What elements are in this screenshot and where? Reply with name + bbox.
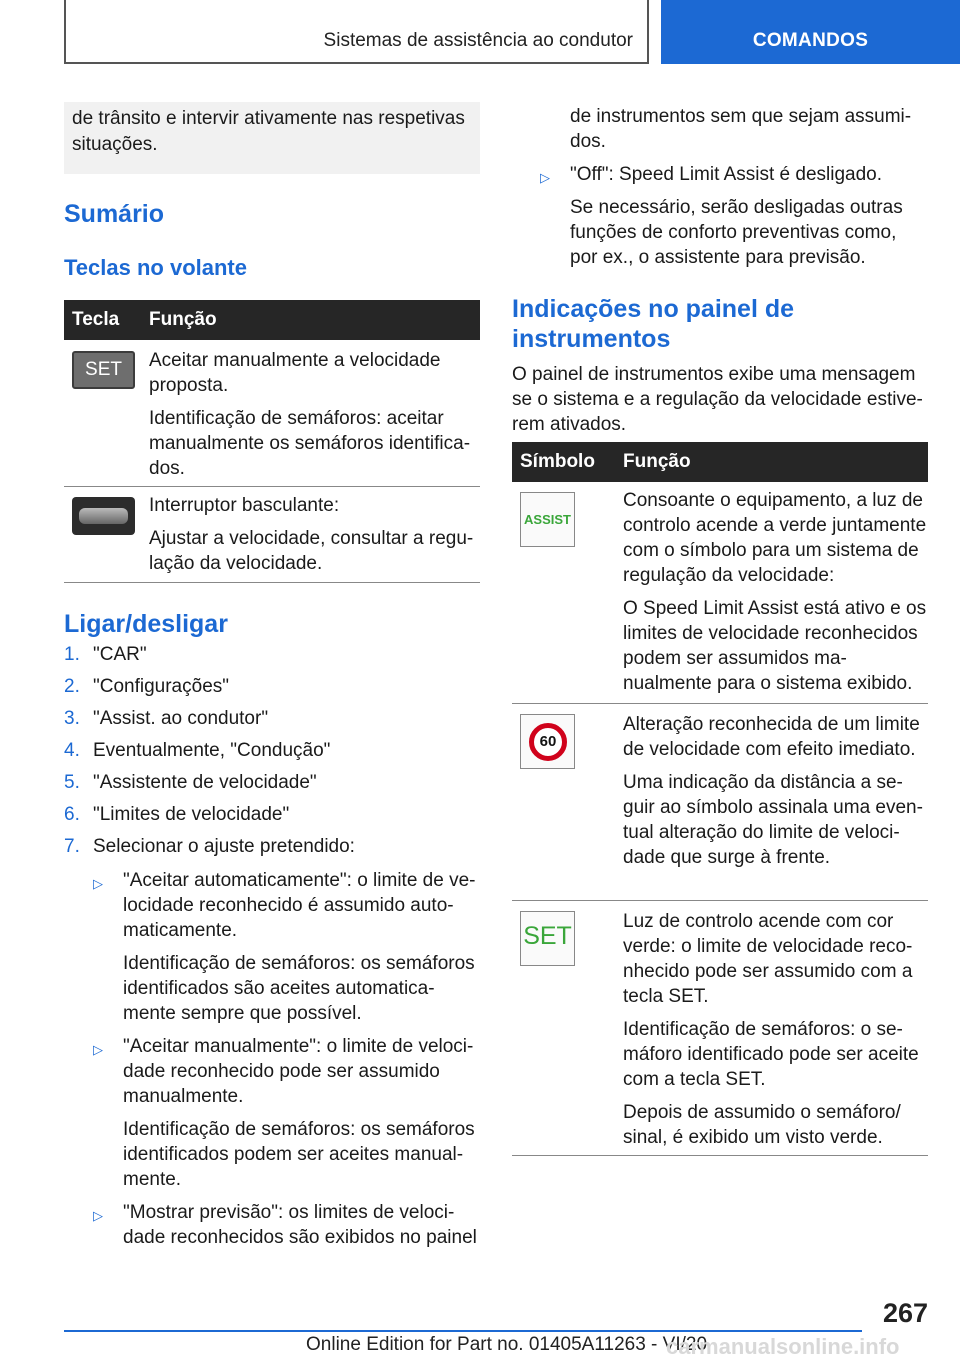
- list-item: 3. "Assist. ao condutor": [64, 708, 269, 729]
- list-item: 7. Selecionar o ajuste pretendido:: [64, 836, 355, 857]
- header-section-box: [64, 0, 649, 64]
- list-item: ▷ "Off": Speed Limit Assist é desligado. Se necessário, serão desligadas outras funções de conforto preventivas como, por ex., o assistente para previsão.: [540, 164, 903, 268]
- list-item: 1. "CAR": [64, 644, 147, 665]
- list-item: ▷ "Aceitar manualmente": o limite de velocidade reconhecido pode ser assumido manualmente. Identificação de semáforos: os semáforos identificados podem ser aceites manualmente.: [93, 1036, 475, 1190]
- cell-text: Interruptor basculante:: [149, 495, 340, 516]
- cell-text: Aceitar manualmente a velocidade proposta.: [149, 350, 441, 396]
- keys-table: [64, 300, 480, 583]
- cell-text: Depois de assumido o semáforo/ sinal, é exibido um visto verde.: [623, 1102, 901, 1148]
- section-title: Sistemas de assistência ao condutor: [323, 30, 633, 51]
- cell-text: Identificação de semáforos: o semáforo identificado pode ser aceite com a tecla SET.: [623, 1019, 919, 1090]
- set-indicator-icon: SET: [520, 911, 575, 966]
- col-header-function: Função: [623, 451, 691, 472]
- cell-text: O Speed Limit Assist está ativo e os limites de velocidade reconhecidos podem ser assumidos manualmente para o sistema exibido.: [623, 598, 927, 694]
- panel-intro: O painel de instrumentos exibe uma mensagem se o sistema e a regulação da velocidade estiverem ativados.: [512, 364, 923, 435]
- arrow-icon: ▷: [93, 1042, 103, 1057]
- footer-divider: [64, 1330, 862, 1332]
- keys-heading: Teclas no volante: [64, 255, 247, 280]
- tab-label: COMANDOS: [752, 30, 869, 51]
- edition-text: Online Edition for Part no. 01405A11263 - VI/20: [306, 1334, 708, 1355]
- list-item: 6. "Limites de velocidade": [64, 804, 290, 825]
- cell-text: Ajustar a velocidade, consultar a regulação da velocidade.: [149, 528, 474, 574]
- cell-text: Consoante o equipamento, a luz de controlo acende a verde juntamente com o símbolo para um sistema de regulação da velocidade:: [623, 490, 927, 586]
- tab-comandos[interactable]: [661, 0, 960, 64]
- list-item: 2. "Configurações": [64, 676, 230, 697]
- speed-limit-sign-icon: 60: [529, 723, 567, 761]
- onoff-heading: Ligar/desligar: [64, 610, 228, 638]
- symbol-table: [512, 442, 928, 1156]
- continuation-text: de instrumentos sem que sejam assumidos.: [570, 106, 912, 152]
- intro-box: de trânsito e intervir ativamente nas respetivas situações.: [64, 102, 480, 174]
- speed-limit-sign-frame: [520, 714, 575, 769]
- panel-heading: Indicações no painel de instrumentos: [512, 295, 795, 353]
- watermark: carmanualsonline.info: [666, 1334, 900, 1359]
- arrow-icon: ▷: [93, 876, 103, 891]
- col-header-key: Tecla: [72, 309, 120, 330]
- keys-table-header: [64, 300, 480, 340]
- table-row: [512, 901, 928, 1156]
- cell-text: Alteração reconhecida de um limite de velocidade com efeito imediato.: [623, 714, 920, 760]
- list-item: ▷ "Mostrar previsão": os limites de velocidade reconhecidos são exibidos no painel: [93, 1202, 477, 1248]
- steps-list: [64, 642, 480, 866]
- cell-text: Identificação de semáforos: aceitar manualmente os semáforos identificados.: [149, 408, 471, 479]
- list-item: ▷ "Aceitar automaticamente": o limite de velocidade reconhecido é assumido automaticamente. Identificação de semáforos: os semáforos identificados são aceites automaticamente sempre que possível.: [93, 870, 476, 1024]
- cell-text: Luz de controlo acende com cor verde: o limite de velocidade reconhecido pode ser assumido com a tecla SET.: [623, 911, 913, 1007]
- col-header-symbol: Símbolo: [520, 451, 595, 472]
- assist-indicator-icon: ASSIST: [520, 492, 575, 547]
- list-item: 4. Eventualmente, "Condução": [64, 740, 331, 761]
- arrow-icon: ▷: [540, 170, 550, 185]
- cell-text: Uma indicação da distância a seguir ao símbolo assinala uma eventual alteração do limite de velocidade que surge à frente.: [623, 772, 923, 868]
- table-row: [512, 704, 928, 901]
- table-row: [512, 482, 928, 704]
- options-list: [93, 868, 480, 1258]
- table-row: [64, 487, 480, 583]
- summary-heading: Sumário: [64, 200, 165, 228]
- arrow-icon: ▷: [93, 1208, 103, 1223]
- set-key-icon: SET: [72, 351, 135, 389]
- col-header-function: Função: [149, 309, 217, 330]
- table-row: [64, 340, 480, 487]
- symbol-table-header: [512, 442, 928, 482]
- list-item: 5. "Assistente de velocidade": [64, 772, 317, 793]
- page-number: 267: [882, 1298, 928, 1328]
- rocker-switch-icon: [72, 497, 135, 535]
